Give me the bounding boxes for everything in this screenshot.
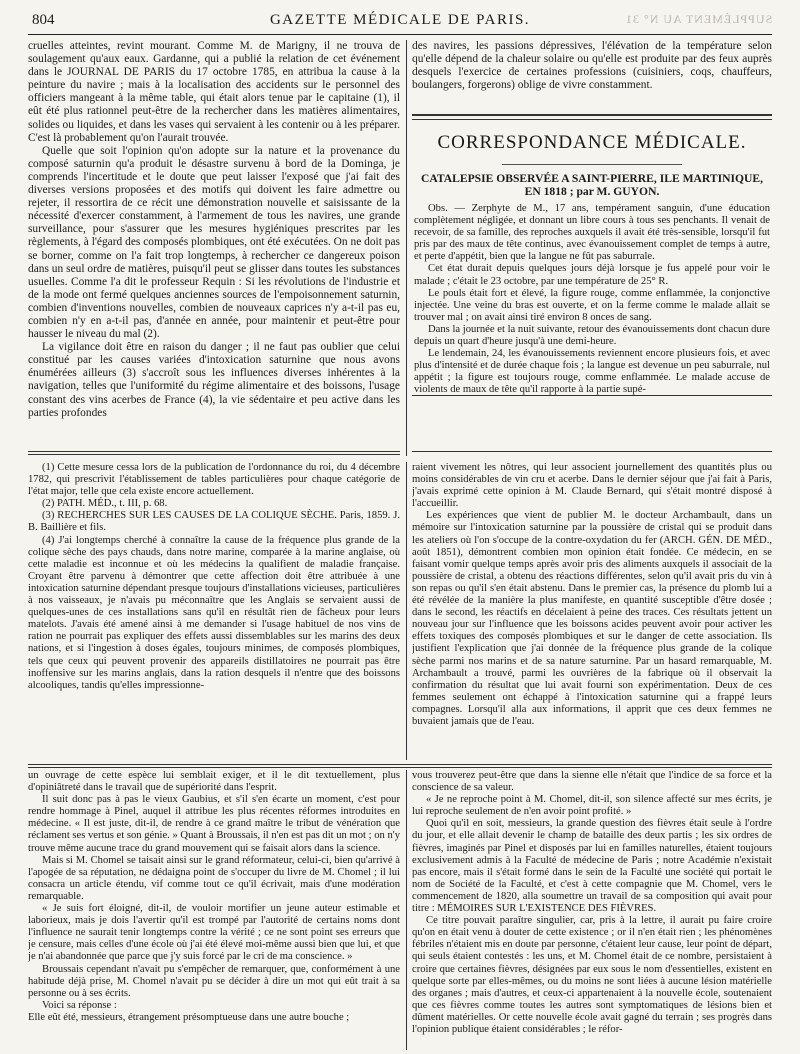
- paragraph: Elle eût été, messieurs, étrangement présomptueuse dans une autre bouche ;: [28, 1011, 350, 1023]
- paragraph: Les expériences que vient de publier M. le docteur Archambault, dans un mémoire sur l'intoxication saturnine par la poussière de cristal qui se produit dans les ateliers où l'on s'occupe de la contre-oxydation du fer (ARCH. GÉN. DE MÉD., août 1851), démontrent combien mon opinion était fondée. Ce médecin, en se faisant vomir quelque temps après avoir pris des aliments auxquels il associait de la poussière de cristal, a obtenu des réactions différentes, selon qu'il avait pris du vin à son repas ou qu'il s'en était abstenu. Dans le premier cas, la présence du plomb lui a été révélée de la manière la plus manifeste, en quantité susceptible d'être dosée ; dans le second, les réactifs en décelaient à peine des traces. Ces résultats jettent un nouveau jour sur l'influence que les boissons acides peuvent avoir pour activer les effets toxiques des composés plombiques et sur le danger de cette association. Ils justifient l'explication que j'ai donnée de la fréquence plus grande de la colique sèche parmi nos marins et de sa nature saturnine. Par un hasard remarquable, M. Archambault a trouvé, parmi les ouvrières de la fabrique où il observait la confirmation du résultat que lui avait fourni son expérimentation. Deux de ces femmes seulement ont échappé à l'intoxication saturnine qui a frappé leurs compagnes. Lorsqu'il alla aux informations, il apprit que ces deux femmes ne buvaient jamais que de l'eau.: [412, 510, 772, 727]
- paragraph: Voici sa réponse :: [42, 999, 117, 1011]
- footnote: (3) RECHERCHES SUR LES CAUSES DE LA COLIQUE SÈCHE. Paris, 1859. J. B. Baillière et fils.: [28, 510, 400, 534]
- paragraph: Il suit donc pas à pas le vieux Gaubius, et s'il s'en écarte un moment, c'est pour rendre hommage à Pinel, auquel il attribue les plus récentes réformes introduites en médecine. « Il est juste, dit-il, de rendre à ce grand maître le tribut de vénération que réclament ses vertus et son génie. » Quant à Broussais, il n'en est pas dit un mot ; on n'y trouve même aucune trace du grand mouvement qui se faisait alors dans la science.: [28, 794, 400, 854]
- paragraph: Le pouls était fort et élevé, la figure rouge, comme enflammée, la conjonctive injectée. Une veine du bras est ouverte, et on la ferme comme le malade allait se trouver mal ; on avait ainsi tiré environ 8 onces de sang.: [414, 287, 770, 323]
- article-column-right-continuation: [412, 40, 772, 105]
- paragraph: « Je suis fort éloigné, dit-il, de vouloir mortifier un jeune auteur estimable et laborieux, mais je dois l'avertir qu'il est trompé par l'autorité de certains noms dont l'influence ne saurait tenir longtemps contre la vérité ; ce ne sont point ses erreurs que je censure, mais celles d'une école où j'ai été élevé moi-même aussi bien que lui, et que je n'ai abandonnée que parce que j'y suis forcé par le cri de ma conscience. »: [28, 903, 400, 963]
- paragraph: Quoi qu'il en soit, messieurs, la grande question des fièvres était seule à l'ordre du jour, et elle allait devenir le champ de bataille des deux partis ; les six ordres de fièvres, imaginés par Pinel et disposés par lui en familles naturelles, étaient toujours exclusivement admis à la Faculté de médecine de Paris ; notre Académie n'existait pas encore, mais il s'était formé dans le sein de la Faculté une société qui portait le nom de Société de la Faculté, et c'est à cette compagnie que M. Chomel, vers le commencement de 1820, alla soumettre un travail de sa composition qui avait pour titre : MÉMOIRES SUR L'EXISTENCE DES FIÈVRES.: [412, 818, 772, 915]
- paragraph: Obs. — Zerphyte de M., 17 ans, tempérament sanguin, d'une éducation complètement négligée, et donnant un libre cours à tous ses penchants. Il venait de recevoir, de sa famille, des reproches auxquels il avait été très-sensible, lorsqu'il fut pris par des maux de tête continus, avec évanouissement complet de temps à autre, et perte d'appétit, bien que la langue ne fût pas saburrale.: [414, 203, 770, 263]
- paragraph: Cet état durait depuis quelques jours déjà lorsque je fus appelé pour voir le malade ; c'était le 23 octobre, par une température de 25° R.: [414, 263, 770, 287]
- section-divider: [412, 451, 772, 452]
- page-number: 804: [32, 12, 55, 28]
- column-divider: [406, 462, 407, 760]
- footnote-divider: [28, 454, 400, 455]
- paragraph: des navires, les passions dépressives, l'élévation de la température selon qu'elle dépend de la chaleur solaire ou qu'elle est produite par des feux auprès desquels l'exercice de certaines professions (cuisiniers, coqs, chauffeurs, boulangers, forgerons) oblige de vivre constamment.: [412, 40, 772, 92]
- paragraph: La vigilance doit être en raison du danger ; il ne faut pas oublier que celui constitué par les causes variées d'intoxication saturnine que nous avons énumérées ailleurs (3) s'accroît sous les influences diverses inhérentes à la navigation, telles que l'uniformité du régime alimentaire et des boissons, l'usage constant des vins acerbes de France (4), la vie sédentaire et peu active dans les parties profondes: [28, 341, 400, 419]
- column-divider: [406, 770, 407, 1050]
- paragraph: cruelles atteintes, revint mourant. Comme M. de Marigny, il ne trouva de soulagement qu'aux eaux. Gardanne, qui a publié la relation de cet événement dans le JOURNAL DE PARIS du 17 octobre 1785, en attribua la cause à la peinture du navire ; mais à la localisation des accidents sur le personnel des officiers mangeant à la même table, qui était alors tenue par le capitaine (1), il eût été plus rationnel peut-être de la rechercher dans les matières alimentaires, solides ou liquides, et dans les vases qui servaient à les contenir ou à les préparer. C'est là probablement qu'on l'aurait trouvée.: [28, 40, 400, 144]
- footnote: (2) PATH. MÉD., t. III, p. 68.: [42, 498, 168, 510]
- paragraph: Quelle que soit l'opinion qu'on adopte sur la nature et la provenance du composé saturnin qu'a produit le désastre survenu à bord de la Dominga, je comprends l'incertitude et le doute que peut laisser l'exposé que j'ai fait des diverses versions proposées et des motifs qui doivent les faire admettre ou rejeter, il ressortira de ce récit une démonstration nouvelle et saisissante de la nécessité d'exercer constamment, à l'armement de tous les navires, une grande surveillance, pour s'assurer que les mesures hygiéniques prescrites par les règlements, à l'égard des composés plombiques, ont été exécutées. On ne doit pas se borner, comme on l'a fait trop longtemps, à rechercher ce dangereux poison dans un seul ordre de matières, puisqu'il peut se glisser dans toutes les substances usuelles. Comme l'a dit le professeur Requin : Si les révolutions de l'industrie et de la mode ont fermé quelques anciennes sources de l'empoisonnement saturnin, combien d'inventions nouvelles, combien de nouveaux caprices n'y a-t-il pas eu, combien n'y en a-t-il pas, d'année en année, pour maintenir et peut-être pour hausser le niveau du mal (2).: [28, 144, 400, 341]
- footnote: (4) J'ai longtemps cherché à connaître la cause de la fréquence plus grande de la colique sèche des pays chauds, dans notre marine, comparée à la marine anglaise, où cette maladie est inconnue et où les médecins la qualifient de maladie française. Croyant être parvenu à démontrer que cette affection doit être attribuée à une intoxication saturnine dépendant presque toujours d'installations vicieuses, particulières à nos vaisseaux, je n'avais pu méconnaître que les Anglais se servaient aussi de quelques-unes de ces installations sans qu'il en résultât rien de fâcheux pour leurs matelots. J'avais été amené ainsi à me demander si l'usage habituel de nos vins de ration ne pourrait pas expliquer des effets aussi dissemblables sur les marins des deux nations, et si l'ingestion à doses égales, toujours minimes, de composés plombiques, tels que ceux qui peuvent provenir des appareils distillatoires ne pourrait pas être inoffensive sur les marins anglais, dans la ration desquels il n'entre que des boissons alcooliques, tandis qu'elles impressionne-: [28, 534, 400, 691]
- paragraph: « Je ne reproche point à M. Chomel, dit-il, son silence affecté sur mes écrits, je lui reproche seulement de n'en avoir point profité. »: [412, 794, 772, 818]
- article-column-left: [28, 40, 400, 436]
- paragraph: vous trouverez peut-être que dans la sienne elle n'était que l'indice de sa force et la conscience de sa valeur.: [412, 770, 772, 794]
- footnotes-continuation-column: [412, 462, 772, 760]
- footnote: (1) Cette mesure cessa lors de la publication de l'ordonnance du roi, du 4 décembre 1782, qui prescrivit l'établissement de tables particulières pour chaque catégorie de l'état major, telle que cela existe encore actuellement.: [28, 462, 400, 498]
- paragraph: un ouvrage de cette espèce lui semblait exiger, et il le dit textuellement, plus d'opiniâtreté dans le travail que de supériorité dans l'esprit.: [28, 770, 400, 794]
- section-title: CORRESPONDANCE MÉDICALE.: [437, 132, 747, 153]
- footnote-divider: [28, 451, 400, 452]
- paragraph: Le lendemain, 24, les évanouissements reviennent encore plusieurs fois, et avec plus d'intensité et de durée chaque fois ; la langue est devenue un peu saburrale, nul appétit ; la figure est toujours rouge, comme enflammée. Le malade accuse de violents de maux de tête qu'il rapporte à la partie supé-: [414, 348, 770, 395]
- paragraph: Ce titre pouvait paraître singulier, car, pris à la lettre, il aurait pu faire croire qu'on en était venu à douter de cette existence ; or il n'en était rien ; les phénomènes fébriles n'étaient mis en doute par personne, c'étaient leur cause, leur point de départ, qui seuls étaient contestés : les uns, et M. Chomel était de ce nombre, persistaient à croire que certaines fièvres, désignées par eux sous le nom d'essentielles, existent en quelque sorte par elles-mêmes, ou du moins ne sont liées à aucune lésion matérielle des organes ; mais d'autres, et ceux-ci appartenaient à la nouvelle école, soutenaient que ces fièvres comme toutes les autres sont symptomatiques de lésions bien et dûment matérielles. Or cette nouvelle école avait gagné du terrain ; ses progrès dans l'opinion publique étaient considérables ; le réfor-: [412, 915, 772, 1035]
- article-subtitle: CATALEPSIE OBSERVÉE A SAINT-PIERRE, ILE MARTINIQUE, EN 1818 ; par M. GUYON.: [420, 172, 764, 198]
- feuilleton-column-left: [28, 770, 400, 1050]
- paragraph: Broussais cependant n'avait pu s'empêcher de remarquer, que, conformément à une habitude déjà prise, M. Chomel n'avait pu se décider à dire un mot qui eût trait à sa personne ou à ses écrits.: [28, 963, 400, 999]
- page-header: [28, 8, 772, 35]
- correspondance-body: [412, 203, 772, 395]
- title-divider: [502, 164, 682, 165]
- column-divider: [406, 40, 407, 456]
- feuilleton-divider: [28, 767, 772, 768]
- paragraph: raient vivement les nôtres, qui leur associent journellement des quantités plus ou moins considérables de vin cru et acerbe. Dans le dernier séjour que j'ai fait à Paris, j'avais exprimé cette opinion à M. Claude Bernard, qui s'était montré disposé à l'accueillir.: [412, 462, 772, 510]
- correspondance-section: [412, 114, 772, 396]
- paragraph: Dans la journée et la nuit suivante, retour des évanouissements dont chacun dure depuis un quart d'heure jusqu'à une demi-heure.: [414, 323, 770, 348]
- feuilleton-divider: [28, 764, 772, 765]
- footnotes-column: [28, 462, 400, 760]
- running-title: GAZETTE MÉDICALE DE PARIS.: [269, 12, 531, 28]
- bleed-through-text: SUPPLÉMENT AU N° 31: [624, 12, 772, 26]
- paragraph: Mais si M. Chomel se taisait ainsi sur le grand réformateur, celui-ci, bien qu'arrivé à l'apogée de sa réputation, ne dédaigna point de s'occuper du livre de M. Chomel ; il lui consacra un article étendu, vif comme tout ce qu'il écrivait, mais d'une modération remarquable.: [28, 854, 400, 902]
- feuilleton-column-right: [412, 770, 772, 1050]
